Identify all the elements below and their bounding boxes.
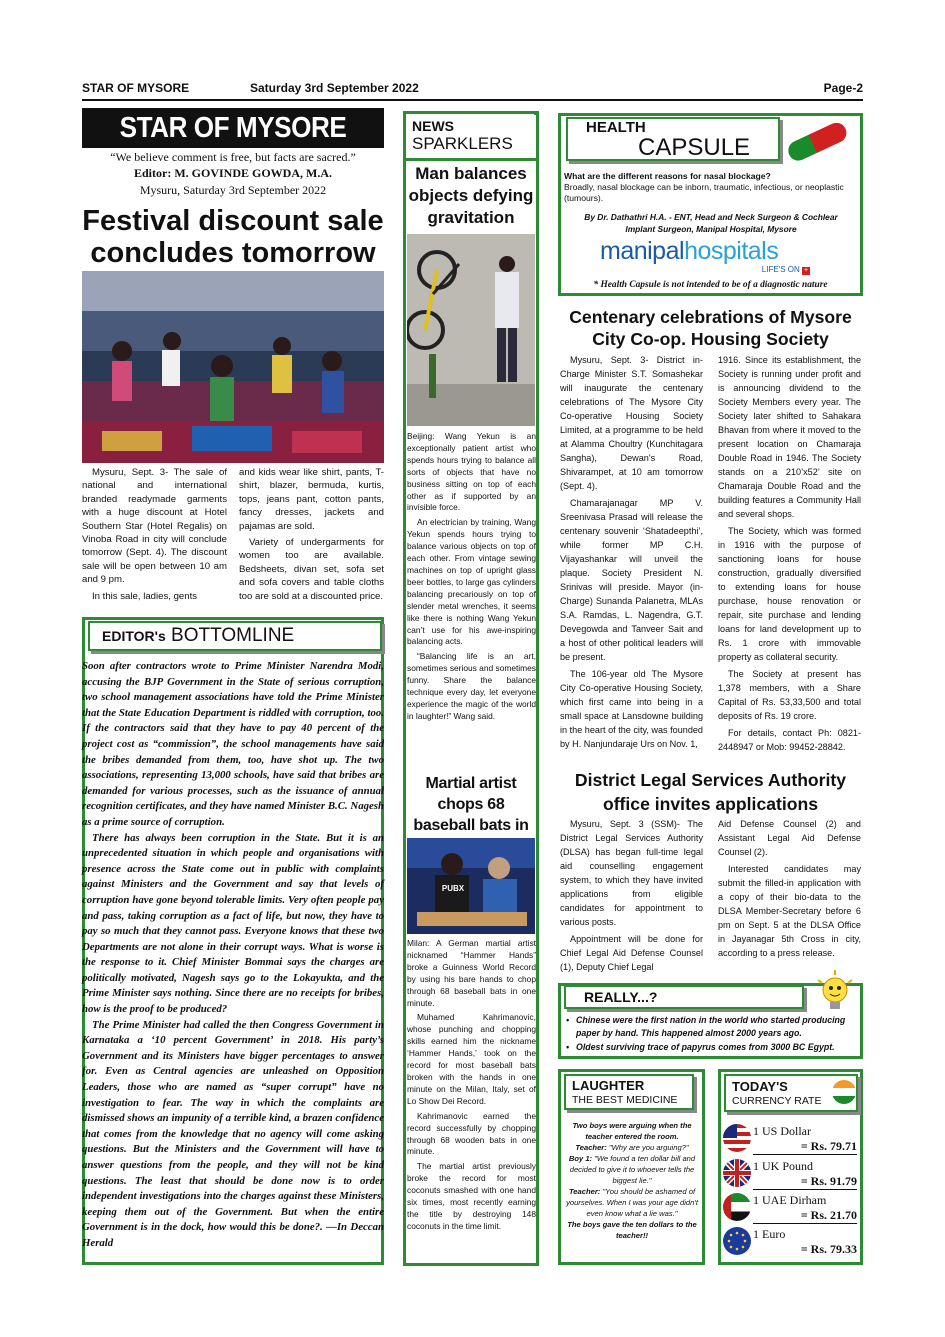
health-answer: Broadly, nasal blockage can be inborn, traumatic, infectious, or neoplastic (tumours). [564,182,844,203]
centenary-headline: Centenary celebrations of Mysore City Co-op. Housing Society [569,307,852,349]
header-date: Saturday 3rd September 2022 [250,81,419,95]
uae-flag-icon [723,1193,751,1221]
masthead-bar [82,108,384,148]
bulb-icon [812,968,858,1014]
currency-value: = Rs. 79.71 [800,1139,857,1153]
us-flag-icon [723,1124,751,1152]
currency-label-bold: TODAY'S [732,1079,788,1094]
joke-line: The boys gave the ten dollars to the teacher!! [567,1220,697,1240]
centenary-column-1 [560,353,703,754]
health-disclaimer: * Health Capsule is not intended to be of a diagnostic nature [593,280,828,290]
story2-headline: Martial artist chops 68 baseball bats in [413,775,529,834]
story2-para: Milan: A German martial artist nicknamed “Hammer Hands” broke a Guinness World Record by using his bare hands to chop through 68 baseball bats in one minute. [407,938,536,1008]
story1-para: An electrician by training, Wang Yekun spends hours trying to balance various objects on top of each other. From vintage sewing machines on top of upright glass beer bottles, to large gas cylinders balancing precariously on top of slender metal wrenches, it seems like there is nothing Wang Yekun can’t use for his awe-inspiring balancing acts. [407,517,536,647]
health-byline: By Dr. Dathathri H.A. - ENT, Head and Neck Surgeon & Cochlear Implant Surgeon, Manipal Hospital, Mysore [584,212,838,234]
centenary-col2-para: The Society, which was formed in 1916 with the purpose of sanctioning loans for house construction, gradually diversified to extending loans for house purchase, house renovation or repair, site purchase and lending loans for land development up to Rs. 1 crore with immovable property as collateral security. [718,526,861,662]
health-label-bold: HEALTH [586,119,646,136]
header-page-number: Page-2 [823,81,863,95]
header-rule [82,99,863,101]
balancing-photo-illustration [407,234,535,426]
lead-col1-para: In this sale, ladies, gents [92,590,198,602]
joke-line: Boy 1: "We found a ten dollar bill and decided to give it to whoever tells the biggest lie." [568,1154,696,1185]
story2-para: The martial artist previously broke the record for most coconuts smashed with one hand six times, most recently earning the title by destroying 148 coconuts in the time limit. [407,1161,536,1231]
centenary-col2-para: The Society at present has 1,378 members, with a Share Capital of Rs. 53,33,500 and total deposits of Rs. 19 crore. [718,669,861,721]
legal-col1-para: Appointment will be done for Chief Legal Aid Defense Counsel (1), Deputy Chief Legal [560,934,703,972]
lead-headline: Festival discount sale concludes tomorrow [82,205,384,269]
capsule-pill-icon [782,114,860,166]
legal-col1-para: Mysuru, Sept. 3 (SSM)- The District Legal Services Authority (DLSA) has began full-time legal aid counselling engagement system, to which they have invited applications from eligible candidates for appointment to various posts. [560,819,703,927]
story2-para: Kahrimanovic earned the record successfully by chopping through 68 wooden bats in one minute. [407,1110,536,1157]
centenary-col2-para: 1916. Since its establishment, the Society is running under profit and is announcing dividend to the Society Members every year. The Society later shifted to Sahakara Bhavan from where it moved to the present location on Chamaraja Double Road in 1946. The Society stands on a 210’x52’ site on Chamaraja Double Road and the building features a Community Hall and several shops. [718,355,861,519]
story2-photo [407,838,535,934]
eu-flag-icon [723,1227,751,1255]
plus-icon: + [803,267,809,274]
editorial-para: The Prime Minister had called the then Congress Government in Karnataka a ‘10 percent Government’ in 2018. His party’s Government and its Ministers have bigger percentages to answer for. Even as Central agencies are unleashed on Opposition Leaders, those who are named as “super corrupt” have no investigation to fear. The way in which the complaints are dismissed shows an impunity of a terrible kind, a brazen confidence that comes from the knowledge that no agency will come asking questions. But the Ministers and the Government will have to answer questions from the people, and they will not be kind questions. The least that should be done now is to order independent investigations into the charges against these Ministers, keeping them out of the Government. But when the entire Government is in the dock, how would this be done?. —In Deccan Herald [82,1018,384,1249]
lead-col2-para: and kids wear like shirt, pants, T-shirt, blazer, bermuda, kurtis, tops, jeans pant, cotton pants, fancy dresses, jackets and pajamas are sold. [239,467,384,532]
editorial-para: Soon after contractors wrote to Prime Minister Narendra Modi, accusing the BJP Government in the State of serious corruption, two school management associations have told the Prime Minister that the State Education Department is riddled with corruption, too. If the contractors said that they have to pay 40 percent of the project cost as “commission”, the school managements have said the bribes demanded from them, too, have shot up. The two associations, representing 13,000 schools, have said that bribes are demanded for various processes, such as the issuance of annual recognition certificates, and they have named Minister B.C. Nagesh as a prime source of corruption. [82,660,384,828]
manipal-logo [600,237,822,279]
page-header [82,81,863,99]
lead-column-2 [239,466,384,606]
centenary-column-2 [718,353,861,757]
laughter-body [562,1120,702,1241]
health-question: What are the different reasons for nasal blockage? [564,171,771,181]
legal-col2-para: Aid Defense Counsel (2) and Assistant Legal Aid Defense Counsel (2). [718,819,861,857]
editorial-label-bold: EDITOR's [102,628,166,644]
sparklers-label-bold: NEWS [412,118,454,134]
lead-column-1 [82,466,227,606]
editorial-para: There has always been corruption in the State. But it is an unprecedented situation in which people and organisations with presence across the State come out in public with complaints against Ministers and the Government and say that levels of corruption have gone beyond tolerable limits. Very often people pay and pass, taking corruption as a fact of life, but now, they have to pay so much that they cannot pass. Everyone knows that these two Departments are not alone in their corrupt ways. What is worse is the response to it. Chief Minister Bommai says the charges are politically motivated, Nagesh says go to the Lokayukta, and the Prime Minister says nothing. Since there are no receipts for bribes, how is the proof to be produced? [82,831,384,1016]
legal-column-2 [718,817,861,963]
lead-col1-para: Mysuru, Sept. 3- The sale of national and international branded readymade garments with a huge discount at Hotel Southern Star (Hotel Regalis) on Vinoba Road in city will conclude tomorrow (Sept. 4). The discount sale will be open between 10 am and 9 pm. [82,467,227,586]
india-flag-icon [832,1080,856,1104]
masthead-motto: “We believe comment is free, but facts are sacred.” [110,150,356,164]
editorial-body [82,659,384,1252]
story1-para: Beijing: Wang Yekun is an exceptionally patient artist who spends hours trying to balance all sorts of objects that have no business sitting on top of each other as if supported by an invisible force. [407,431,536,513]
centenary-col1-para: Mysuru, Sept. 3- District in-Charge Minister S.T. Somashekar will inaugurate the centenary celebrations of The Mysore City Co-operative Housing Society Limited, at a programme to be held at Alamma Choultry (Kunchitagara Sangha), Dewan's Road, Shivarampet, at 10 am tomorrow (Sept. 4). [560,355,703,491]
story1-para: “Balancing life is an art, sometimes serious and sometimes funny. Share the balance technique every day, let everyone experience the magic of the world in laughter!” Wang said. [407,651,536,721]
masthead-title: STAR OF MYSORE [119,112,347,144]
martial-artist-photo-illustration [407,838,535,934]
really-fact: • Oldest surviving trace of papyrus comes from 3000 BC Egypt. [566,1042,835,1053]
joke-line: Two boys were arguing when the teacher entered the room. [572,1121,692,1141]
joke-line: Teacher: "You should be ashamed of yourselves. When I was your age didn't even know what a lie was." [566,1187,698,1218]
centenary-col2-para: For details, contact Ph: 0821-2448947 or Mob: 99452-28842. [718,728,861,752]
really-fact: • Chinese were the first nation in the world who started producing paper by hand. This happened almost 2000 years ago. [566,1015,846,1038]
laughter-label [564,1074,694,1110]
really-label [564,985,804,1009]
logo-part-b: hospitals [684,237,779,265]
legal-col2-para: Interested candidates may submit the filled-in application with a copy of their bio-data to the DLSA Member-Secretary before 6 pm on Sept. 5 at the DLSA Office in Jayanagar 5th Cross in city, according to a press release. [718,864,861,958]
centenary-col1-para: The 106-year old The Mysore City Co-operative Housing Society, which first came into being in a small space at Lansdowne building in the heart of the city, was founded by H. Nanjundaraje Urs on Nov. 1, [560,669,703,749]
currency-row [721,1122,861,1156]
legal-headline: District Legal Services Authority office invites applications [574,770,847,814]
masthead-dateline: Mysuru, Saturday 3rd September 2022 [139,183,327,197]
currency-row [721,1225,861,1259]
health-label-text: CAPSULE [638,134,751,161]
currency-name: 1 UAE Dirham [753,1193,827,1207]
logo-tagline: LIFE'S ON [761,265,800,274]
currency-label-text: CURRENCY RATE [732,1095,822,1107]
editorial-label-text: BOTTOMLINE [171,625,295,646]
crowd-photo-illustration [82,271,384,463]
shirt-text: PUBX [441,884,465,893]
currency-name: 1 US Dollar [753,1124,811,1138]
centenary-col1-para: Chamarajanagar MP V. Sreenivasa Prasad will release the centenary souvenir ‘Shatadeepthi’, while former MP C.H. Vijayashankar will unveil the plaque. Society President N. Srinivas will preside. Mayor (in-Charge) Sunanda Palanetra, MLAs S.A. Ramdas, L. Nagendra, G.T. Devegowda and Tanveer Sait and a host of other political leaders will be present. [560,498,703,662]
laughter-label-text: THE BEST MEDICINE [572,1094,678,1106]
health-label [566,117,780,161]
really-facts [566,1014,858,1054]
sparklers-label-rule [403,158,539,161]
light-bulb-icon [812,968,858,1014]
laughter-label-bold: LAUGHTER [572,1078,645,1093]
currency-value: = Rs. 21.70 [800,1208,857,1222]
joke-line: Teacher: "Why are you arguing?" [575,1143,689,1152]
capsule-icon [782,114,860,166]
currency-value: = Rs. 91.79 [800,1174,857,1188]
lead-col2-para: Variety of undergarments for women too are available. Bedsheets, divan set, sofa set and sofa covers and table cloths too are sold at a discounted price. [239,537,384,602]
story2-para: Muhamed Kahrimanovic, whose punching and chopping skills earned him the nickname ‘Hammer Hands,’ took on the record for most baseball bats broken with the hands in one minute on the Milan, Italy, set of Lo Show Dei Record. [407,1012,536,1106]
sparklers-label [406,114,534,158]
uk-flag-icon [723,1159,751,1187]
header-paper-name: STAR OF MYSORE [82,81,190,95]
currency-name: 1 UK Pound [753,1159,814,1173]
really-label-text: REALLY...? [584,989,658,1005]
currency-value: = Rs. 79.33 [800,1242,857,1256]
story1-photo [407,234,535,426]
story2-body [407,938,536,1236]
story1-headline: Man balances objects defying gravitation [408,164,534,227]
currency-row [721,1157,861,1191]
currency-name: 1 Euro [753,1227,786,1241]
sparklers-label-text: SPARKLERS [412,134,513,153]
story1-body [407,431,536,726]
logo-part-a: manipal [600,237,685,265]
masthead-editor: Editor: M. GOVINDE GOWDA, M.A. [134,166,332,180]
editorial-label [88,621,382,651]
currency-row [721,1191,861,1225]
lead-photo [82,271,384,463]
legal-column-1 [560,817,703,977]
